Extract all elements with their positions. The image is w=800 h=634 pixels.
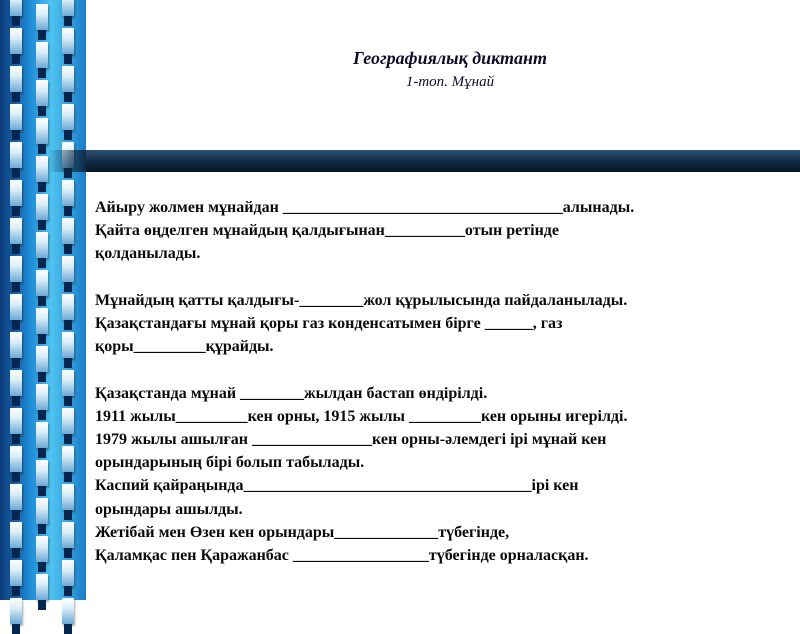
pillar-segment — [62, 0, 74, 16]
decorative-pillar — [62, 0, 74, 600]
pillar-segment — [10, 28, 22, 54]
pillar-gap — [64, 472, 72, 482]
dictation-text — [95, 196, 785, 567]
pillar-gap — [38, 410, 46, 420]
pillar-segment — [62, 522, 74, 548]
pillar-gap — [38, 220, 46, 230]
pillar-gap — [64, 16, 72, 26]
text-line: орындары ашылды. — [95, 500, 243, 518]
pillar-gap — [64, 92, 72, 102]
pillar-gap — [12, 320, 20, 330]
pillar-gap — [38, 68, 46, 78]
pillar-segment — [36, 270, 48, 296]
pillar-segment — [62, 218, 74, 244]
slide-subtitle: 1-топ. Мұнай — [405, 74, 495, 90]
text-line: Қазақстанда мұнай ________жылдан бастап өндірілді. — [95, 384, 488, 402]
text-line: Қайта өңделген мұнайдың қалдығынан__________отын ретінде — [95, 222, 559, 240]
pillar-segment — [62, 294, 74, 320]
pillar-gap — [12, 510, 20, 520]
pillar-segment — [10, 104, 22, 130]
pillar-segment — [36, 308, 48, 334]
pillar-gap — [12, 434, 20, 444]
pillar-gap — [64, 624, 72, 634]
pillar-gap — [12, 624, 20, 634]
pillar-gap — [38, 258, 46, 268]
pillar-gap — [38, 600, 46, 610]
pillar-segment — [62, 332, 74, 358]
pillar-segment — [36, 422, 48, 448]
pillar-gap — [64, 206, 72, 216]
pillar-gap — [64, 130, 72, 140]
text-line: Каспий қайраңында____________________________________ірі кен — [95, 477, 579, 495]
pillar-gap — [38, 524, 46, 534]
pillar-segment — [10, 142, 22, 168]
pillar-gap — [38, 182, 46, 192]
pillar-segment — [36, 460, 48, 486]
pillar-segment — [36, 384, 48, 410]
pillar-segment — [36, 118, 48, 144]
pillar-segment — [62, 446, 74, 472]
decorative-pillar — [10, 0, 22, 600]
pillar-gap — [64, 434, 72, 444]
pillar-gap — [12, 54, 20, 64]
pillar-segment — [10, 560, 22, 586]
decorative-bar-tip — [48, 150, 88, 172]
pillar-segment — [10, 484, 22, 510]
pillar-segment — [10, 446, 22, 472]
text-line: 1979 жылы ашылған _______________кен орны-әлемдегі ірі мұнай кен — [95, 431, 607, 448]
slide-title: Географиялық диктант — [352, 48, 548, 68]
pillar-gap — [64, 282, 72, 292]
pillar-gap — [12, 396, 20, 406]
decorative-horizontal-bar — [86, 150, 800, 172]
pillar-segment — [62, 180, 74, 206]
text-line: Жетібай мен Өзен кен орындары_____________түбегінде, — [95, 523, 510, 541]
pillar-gap — [64, 54, 72, 64]
pillar-gap — [38, 448, 46, 458]
pillar-segment — [36, 194, 48, 220]
pillar-segment — [10, 0, 22, 16]
decorative-pillar — [36, 0, 48, 600]
pillar-segment — [62, 104, 74, 130]
pillar-segment — [36, 4, 48, 30]
text-line: Мұнайдың қатты қалдығы-________жол құрылысында пайдаланылады. — [95, 291, 628, 309]
pillar-segment — [62, 256, 74, 282]
text-line: Айыру жолмен мұнайдан ___________________________________алынады. — [95, 199, 635, 216]
pillar-segment — [36, 232, 48, 258]
pillar-segment — [62, 484, 74, 510]
pillar-gap — [12, 548, 20, 558]
pillar-segment — [10, 256, 22, 282]
text-line: Қазақстандағы мұнай қоры газ конденсатымен бірге ______, газ — [95, 315, 563, 332]
pillar-gap — [64, 358, 72, 368]
pillar-gap — [38, 296, 46, 306]
pillar-segment — [36, 42, 48, 68]
pillar-segment — [36, 574, 48, 600]
pillar-gap — [12, 16, 20, 26]
pillar-gap — [38, 30, 46, 40]
text-line: Қаламқас пен Қаражанбас _________________түбегінде орналасқан. — [95, 547, 589, 565]
pillar-gap — [38, 144, 46, 154]
pillar-gap — [64, 320, 72, 330]
decorative-left-band — [0, 0, 86, 600]
pillar-segment — [10, 408, 22, 434]
pillar-segment — [62, 66, 74, 92]
pillar-segment — [62, 598, 74, 624]
pillar-gap — [12, 244, 20, 254]
pillar-gap — [64, 586, 72, 596]
text-line: 1911 жылы_________кен орны, 1915 жылы _________кен орыны игерілді. — [95, 407, 628, 425]
pillar-segment — [36, 346, 48, 372]
pillar-segment — [10, 66, 22, 92]
pillar-gap — [12, 168, 20, 178]
pillar-gap — [38, 106, 46, 116]
pillar-segment — [10, 370, 22, 396]
pillar-gap — [64, 396, 72, 406]
pillar-segment — [36, 156, 48, 182]
pillar-segment — [62, 408, 74, 434]
pillar-segment — [10, 218, 22, 244]
pillar-segment — [62, 560, 74, 586]
text-line — [95, 266, 785, 289]
pillar-gap — [64, 510, 72, 520]
pillar-gap — [12, 472, 20, 482]
pillar-segment — [10, 598, 22, 624]
pillar-segment — [36, 536, 48, 562]
pillar-segment — [62, 28, 74, 54]
pillar-gap — [38, 334, 46, 344]
pillar-gap — [12, 282, 20, 292]
text-line: қоры_________құрайды. — [95, 338, 274, 356]
pillar-gap — [12, 586, 20, 596]
pillar-gap — [38, 372, 46, 382]
pillar-gap — [12, 358, 20, 368]
pillar-gap — [12, 206, 20, 216]
text-line: орындарының бірі болып табылады. — [95, 454, 365, 472]
pillar-gap — [64, 244, 72, 254]
text-line: қолданылады. — [95, 245, 201, 263]
pillar-segment — [10, 294, 22, 320]
pillar-gap — [64, 548, 72, 558]
text-line — [95, 358, 785, 381]
pillar-segment — [36, 498, 48, 524]
pillar-segment — [36, 80, 48, 106]
pillar-segment — [10, 522, 22, 548]
pillar-gap — [12, 130, 20, 140]
pillar-segment — [10, 332, 22, 358]
pillar-gap — [12, 92, 20, 102]
pillar-gap — [38, 486, 46, 496]
pillar-gap — [38, 562, 46, 572]
pillar-segment — [62, 370, 74, 396]
pillar-segment — [10, 180, 22, 206]
